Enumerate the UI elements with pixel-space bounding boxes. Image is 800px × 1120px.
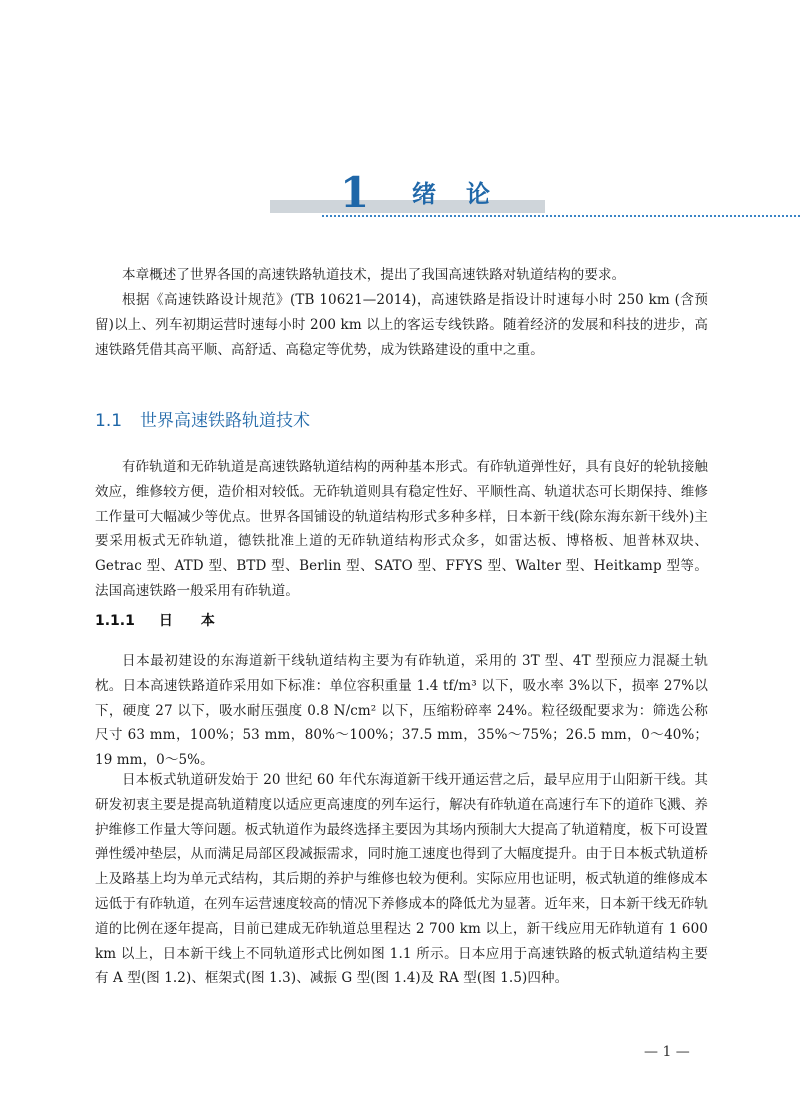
subsection-title: 日本 (158, 613, 243, 629)
japan-paragraph-2: 日本板式轨道研发始于 20 世纪 60 年代东海道新干线开通运营之后，最早应用于山阳新干线。其研发初衷主要是提高轨道精度以适应更高速度的列车运行，解决有砟轨道在高速行车下的道砟飞溅、养护维修工作量大等问题。板式轨道作为最终选择主要因为其场内预制大大提高了轨道精度，板下可设置弹性缓冲垫层，从而满足局部区段减振需求，同时施工速度也得到了大幅度提升。由于日本板式轨道桥上及路基上均为单元式结构，其后期的养护与维修也较为便利。实际应用也证明，板式轨道的维修成本远低于有砟轨道，在列车运营速度较高的情况下养修成本的降低尤为显著。近年来，日本新干线无砟轨道的比例在逐年提高，目前已建成无砟轨道总里程达 2 700 km 以上，新干线应用无砟轨道有 1 600 km 以上，日本新干线上不同轨道形式比例如图 1.1 所示。日本应用于高速铁路的板式轨道结构主要有 A 型(图 1.2)、框架式(图 1.3)、减振 G 型(图 1.4)及 RA 型(图 1.5)四种。 (95, 772, 708, 987)
page-number: — 1 — (644, 1044, 690, 1060)
chapter-number: 1 (340, 168, 370, 217)
section-title: 世界高速铁路轨道技术 (140, 411, 311, 431)
intro-paragraph-2: 根据《高速铁路设计规范》(TB 10621—2014)，高速铁路是指设计时速每小时 250 km (含预留)以上、列车初期运营时速每小时 200 km 以上的客运专线铁路。随着经济的发展和科技的进步，高速铁路凭借其高平顺、高舒适、高稳定等优势，成为铁路建设的重中之重。 (95, 292, 708, 358)
subsection-number: 1.1.1 (95, 613, 135, 629)
intro-paragraph-1: 本章概述了世界各国的高速铁路轨道技术，提出了我国高速铁路对轨道结构的要求。 (122, 267, 626, 283)
section-paragraph: 有砟轨道和无砟轨道是高速铁路轨道结构的两种基本形式。有砟轨道弹性好，具有良好的轮轨接触效应，维修较方便，造价相对较低。无砟轨道则具有稳定性好、平顺性高、轨道状态可长期保持、维修工作量可大幅减少等优点。世界各国铺设的轨道结构形式多种多样，日本新干线(除东海东新干线外)主要采用板式无砟轨道，德铁批准上道的无砟轨道结构形式众多，如雷达板、博格板、旭普林双块、Getrac 型、ATD 型、BTD 型、Berlin 型、SATO 型、FFYS 型、Walter 型、Heitkamp 型等。法国高速铁路一般采用有砟轨道。 (95, 459, 708, 599)
chapter-dotted-rule (322, 215, 800, 217)
subsection-heading (95, 609, 243, 633)
section-heading (95, 408, 310, 434)
chapter-title: 绪论 (412, 180, 520, 208)
japan-paragraph-1: 日本最初建设的东海道新干线轨道结构主要为有砟轨道，采用的 3T 型、4T 型预应力混凝土轨枕。日本高速铁路道砟采用如下标准：单位容积重量 1.4 tf/m³ 以下，吸水率 3%以下，损率 27%以下，硬度 27 以下，吸水耐压强度 0.8 N/cm² 以下，压缩粉碎率 24%。粒径级配要求为：筛选公称尺寸 63 mm，100%；53 mm，80%～100%；37.5 mm，35%～75%；26.5 mm，0～40%；19 mm，0～5%。 (95, 653, 708, 769)
section-number: 1.1 (95, 411, 123, 431)
